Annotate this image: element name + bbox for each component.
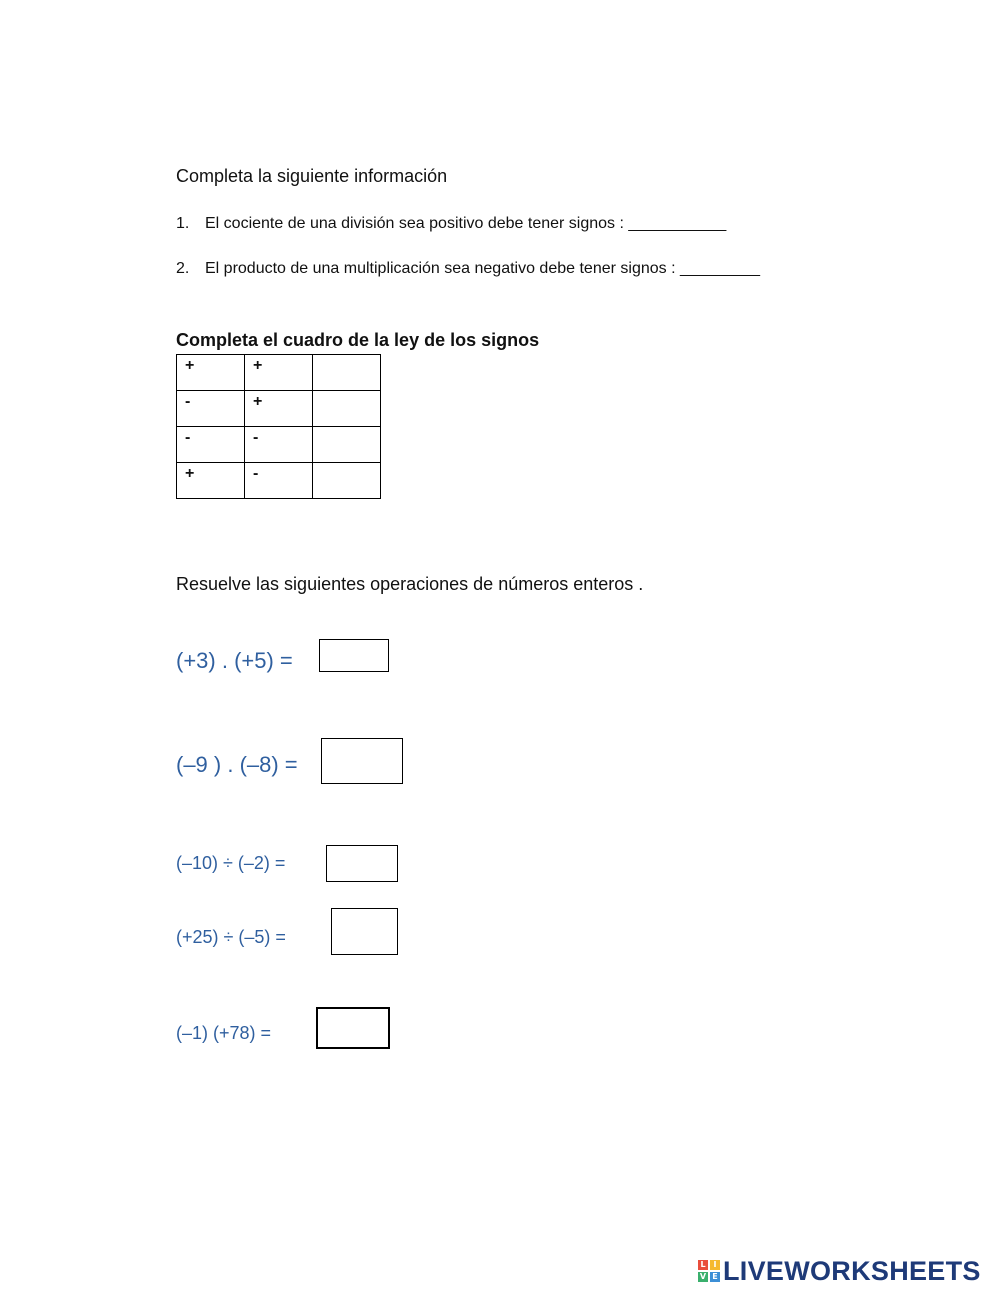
answer-input[interactable]	[331, 908, 398, 955]
liveworksheets-brand	[698, 1256, 981, 1286]
sign-cell: +	[177, 463, 245, 499]
result-cell[interactable]	[313, 463, 381, 499]
sign-cell: -	[177, 427, 245, 463]
question-number: 2.	[176, 260, 190, 277]
logo-tile: L	[698, 1260, 708, 1270]
sign-cell: -	[177, 391, 245, 427]
logo-tile: E	[710, 1272, 720, 1282]
intro-heading: Completa la siguiente información	[176, 166, 448, 186]
answer-input[interactable]	[316, 1007, 390, 1049]
operation-expression: (–10) ÷ (–2) =	[176, 853, 286, 873]
table-row	[177, 391, 381, 427]
question-text: El cociente de una división sea positivo debe tener signos : ___________	[205, 215, 727, 232]
question-1	[176, 215, 726, 233]
result-cell[interactable]	[313, 427, 381, 463]
answer-input[interactable]	[326, 845, 398, 882]
signs-table	[176, 354, 381, 499]
operations-heading: Resuelve las siguientes operaciones de números enteros .	[176, 574, 644, 594]
logo-tile: V	[699, 1272, 707, 1281]
logo-tile: I	[710, 1260, 720, 1270]
answer-input[interactable]	[319, 639, 389, 672]
operation-expression: (–9 ) . (–8) =	[176, 752, 298, 777]
operation-expression: (–1) (+78) =	[176, 1023, 272, 1043]
question-text: El producto de una multiplicación sea negativo debe tener signos : _________	[205, 260, 761, 277]
sign-cell: +	[245, 355, 313, 391]
sign-cell: +	[245, 391, 313, 427]
question-number: 1.	[176, 215, 190, 232]
operation-expression: (+25) ÷ (–5) =	[176, 927, 286, 947]
answer-input[interactable]	[321, 738, 403, 784]
liveworksheets-logo-icon	[698, 1260, 720, 1282]
brand-name: LIVEWORKSHEETS	[723, 1255, 981, 1286]
table-row	[177, 463, 381, 499]
result-cell[interactable]	[313, 355, 381, 391]
signs-table-heading: Completa el cuadro de la ley de los signos	[176, 330, 540, 350]
table-row	[177, 427, 381, 463]
table-row	[177, 355, 381, 391]
sign-cell: -	[245, 463, 313, 499]
question-2	[176, 260, 760, 278]
result-cell[interactable]	[313, 391, 381, 427]
sign-cell: +	[177, 355, 245, 391]
sign-cell: -	[245, 427, 313, 463]
operation-expression: (+3) . (+5) =	[176, 648, 293, 673]
